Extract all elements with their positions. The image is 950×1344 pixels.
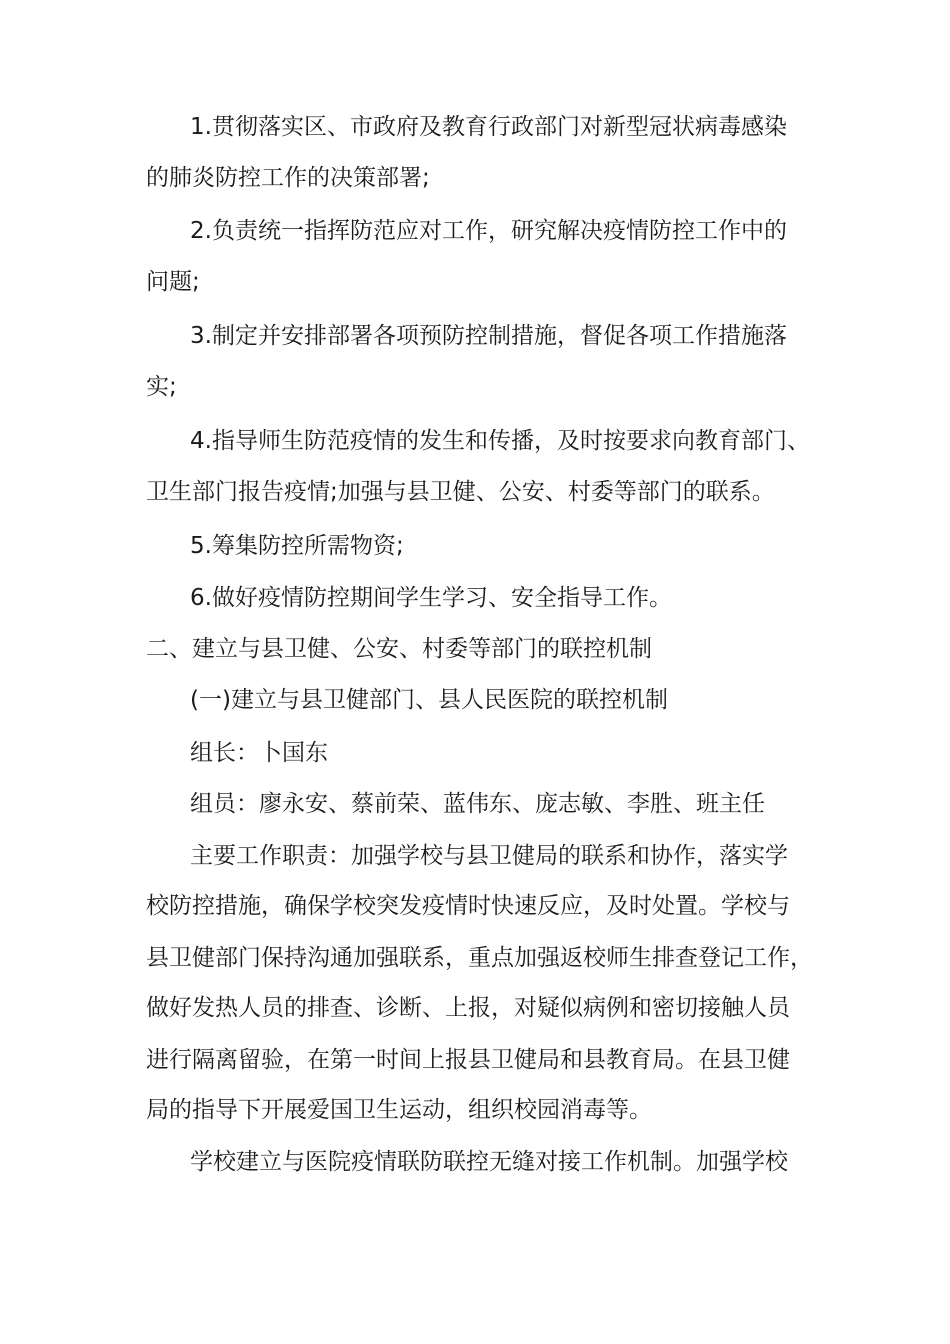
text-line: 1.贯彻落实区、市政府及教育行政部门对新型冠状病毒感染 xyxy=(190,114,787,140)
text-line: 4.指导师生防范疫情的发生和传播，及时按要求向教育部门、 xyxy=(190,428,810,454)
text-line: 局的指导下开展爱国卫生运动，组织校园消毒等。 xyxy=(146,1097,652,1123)
text-line: 5.筹集防控所需物资; xyxy=(190,533,404,559)
text-line: 学校建立与医院疫情联防联控无缝对接工作机制。加强学校 xyxy=(190,1149,788,1175)
text-line: 县卫健部门保持沟通加强联系，重点加强返校师生排查登记工作， xyxy=(146,945,813,971)
text-line: 组员：廖永安、蔡前荣、蓝伟东、庞志敏、李胜、班主任 xyxy=(190,791,765,817)
text-line: 组长：卜国东 xyxy=(190,740,328,766)
text-line: 主要工作职责：加强学校与县卫健局的联系和协作，落实学 xyxy=(190,843,788,869)
text-line: 的肺炎防控工作的决策部署; xyxy=(146,165,430,191)
text-line: 卫生部门报告疫情;加强与县卫健、公安、村委等部门的联系。 xyxy=(146,479,775,505)
text-line: 2.负责统一指挥防范应对工作，研究解决疫情防控工作中的 xyxy=(190,218,787,244)
text-line: 3.制定并安排部署各项预防控制措施，督促各项工作措施落 xyxy=(190,323,787,349)
text-line: 实; xyxy=(146,374,177,400)
text-line: 校防控措施，确保学校突发疫情时快速反应，及时处置。学校与 xyxy=(146,893,790,919)
text-line: 问题; xyxy=(146,269,200,295)
section-heading: 二、建立与县卫健、公安、村委等部门的联控机制 xyxy=(146,636,652,662)
subsection-heading: (一)建立与县卫健部门、县人民医院的联控机制 xyxy=(190,687,668,713)
text-line: 6.做好疫情防控期间学生学习、安全指导工作。 xyxy=(190,585,672,611)
text-line: 做好发热人员的排查、诊断、上报，对疑似病例和密切接触人员 xyxy=(146,995,790,1021)
text-line: 进行隔离留验，在第一时间上报县卫健局和县教育局。在县卫健 xyxy=(146,1047,790,1073)
